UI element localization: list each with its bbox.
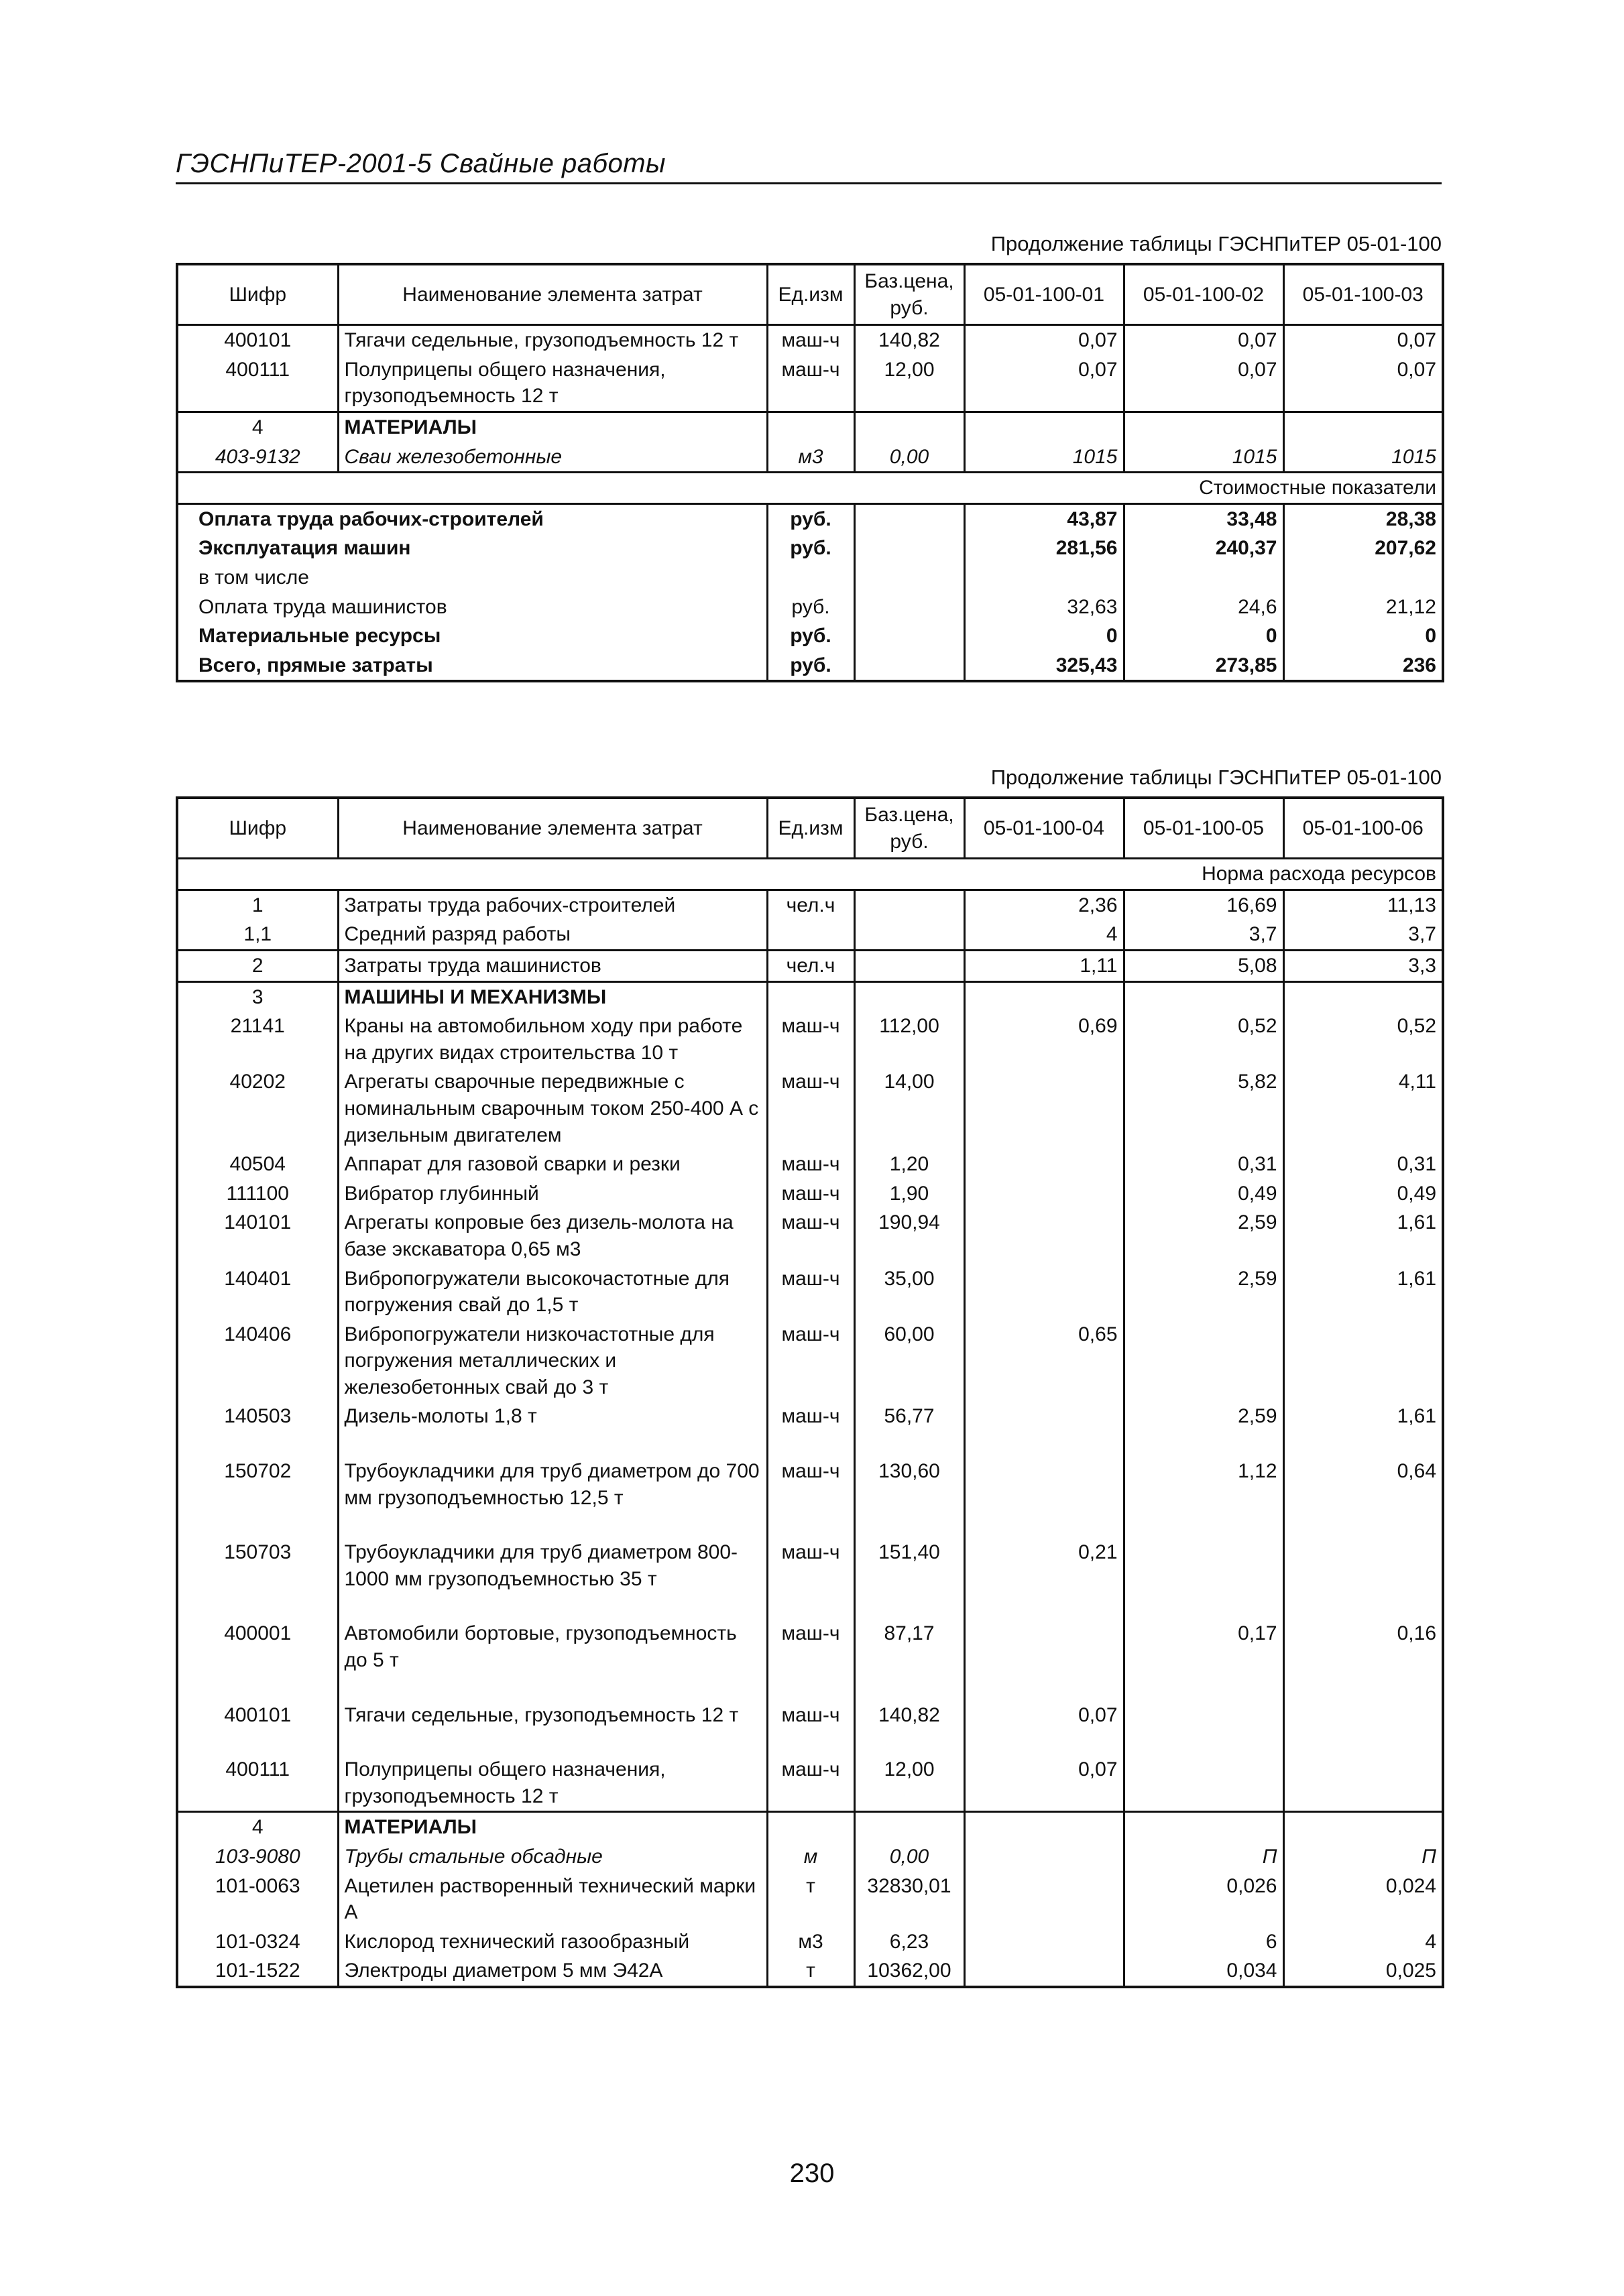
value-cell: 0,31 (1124, 1150, 1283, 1179)
value-cell: 24,6 (1124, 593, 1283, 622)
price-cell: 0,00 (854, 1842, 964, 1872)
table2 (176, 796, 1444, 1988)
summary-label: Оплата труда рабочих-строителей (177, 503, 767, 534)
table2-row (177, 950, 1443, 981)
table2-caption: Продолжение таблицы ГЭСНПиТЕР 05-01-100 (990, 766, 1442, 789)
value-cell (964, 1457, 1124, 1538)
price-cell: 87,17 (854, 1619, 964, 1700)
value-cell: 2,59 (1124, 1208, 1283, 1264)
value-cell (964, 1842, 1124, 1872)
table2-row (177, 1264, 1443, 1320)
table2-header-cell: 05-01-100-04 (964, 798, 1124, 859)
value-cell: 0,07 (964, 355, 1124, 412)
table1-header-cell: Ед.изм (767, 264, 854, 325)
value-cell: 3,7 (1124, 920, 1283, 950)
price-cell: 35,00 (854, 1264, 964, 1320)
value-cell: 0,16 (1283, 1619, 1443, 1700)
value-cell (964, 1067, 1124, 1150)
name-cell: Затраты труда машинистов (338, 950, 767, 981)
code-cell: 103-9080 (177, 1842, 338, 1872)
unit-cell: чел.ч (767, 950, 854, 981)
value-cell: 236 (1283, 651, 1443, 682)
value-cell: 273,85 (1124, 651, 1283, 682)
unit-cell (767, 920, 854, 950)
value-cell: 32,63 (964, 593, 1124, 622)
table2-row (177, 1755, 1443, 1812)
name-cell: Вибропогружатели высокочастотные для погружения свай до 1,5 т (338, 1264, 767, 1320)
table2-row (177, 1538, 1443, 1619)
value-cell: 207,62 (1283, 534, 1443, 563)
table1-caption: Продолжение таблицы ГЭСНПиТЕР 05-01-100 (990, 232, 1442, 255)
table1-summary-row (177, 593, 1443, 622)
name-cell: МАТЕРИАЛЫ (338, 412, 767, 442)
unit-cell: маш-ч (767, 355, 854, 412)
code-cell: 140401 (177, 1264, 338, 1320)
value-cell: П (1124, 1842, 1283, 1872)
value-cell: 3,7 (1283, 920, 1443, 950)
unit-cell: маш-ч (767, 1179, 854, 1209)
value-cell: 0,034 (1124, 1956, 1283, 1987)
value-cell (1124, 1538, 1283, 1619)
value-cell: 1,61 (1283, 1208, 1443, 1264)
value-cell: 0,07 (1283, 325, 1443, 355)
summary-label: Материальные ресурсы (177, 621, 767, 651)
value-cell: 325,43 (964, 651, 1124, 682)
price-cell: 130,60 (854, 1457, 964, 1538)
value-cell (1124, 1812, 1283, 1842)
value-cell: 43,87 (964, 503, 1124, 534)
value-cell (964, 1812, 1124, 1842)
value-cell: 5,08 (1124, 950, 1283, 981)
name-cell: Электроды диаметром 5 мм Э42А (338, 1956, 767, 1987)
value-cell: 11,13 (1283, 890, 1443, 920)
table2-header-cell: 05-01-100-05 (1124, 798, 1283, 859)
value-cell (964, 412, 1124, 442)
value-cell (1124, 981, 1283, 1012)
value-cell: 5,82 (1124, 1067, 1283, 1150)
name-cell: Затраты труда рабочих-строителей (338, 890, 767, 920)
price-cell (854, 981, 964, 1012)
table2-row (177, 890, 1443, 920)
table2-row (177, 1872, 1443, 1927)
unit-cell (767, 563, 854, 593)
table2-row (177, 1812, 1443, 1842)
code-cell: 400101 (177, 1701, 338, 1756)
value-cell: 0,49 (1124, 1179, 1283, 1209)
table1-summary-row (177, 534, 1443, 563)
name-cell: Краны на автомобильном ходу при работе на других видах строительства 10 т (338, 1012, 767, 1067)
value-cell: 1015 (1124, 442, 1283, 473)
value-cell: П (1283, 1842, 1443, 1872)
table2-row (177, 920, 1443, 950)
value-cell: 28,38 (1283, 503, 1443, 534)
unit-cell: маш-ч (767, 1755, 854, 1812)
code-cell: 400101 (177, 325, 338, 355)
table1-header-cell: Шифр (177, 264, 338, 325)
table2-row (177, 981, 1443, 1012)
code-cell: 400111 (177, 355, 338, 412)
table1-row (177, 325, 1443, 355)
unit-cell: маш-ч (767, 1067, 854, 1150)
value-cell: 0 (1124, 621, 1283, 651)
value-cell (1283, 1812, 1443, 1842)
table1-summary-row (177, 503, 1443, 534)
unit-cell: маш-ч (767, 1619, 854, 1700)
value-cell (964, 1208, 1124, 1264)
value-cell (1283, 1701, 1443, 1756)
value-cell (1283, 412, 1443, 442)
table2-row (177, 1320, 1443, 1402)
table1 (176, 263, 1444, 682)
name-cell: Аппарат для газовой сварки и резки (338, 1150, 767, 1179)
price-cell: 140,82 (854, 325, 964, 355)
unit-cell: руб. (767, 534, 854, 563)
unit-cell: маш-ч (767, 1538, 854, 1619)
unit-cell: маш-ч (767, 1264, 854, 1320)
unit-cell: руб. (767, 621, 854, 651)
price-cell: 6,23 (854, 1927, 964, 1957)
name-cell: МАТЕРИАЛЫ (338, 1812, 767, 1842)
value-cell: 0,31 (1283, 1150, 1443, 1179)
unit-cell: маш-ч (767, 1208, 854, 1264)
table2-row (177, 1067, 1443, 1150)
table2-row (177, 1179, 1443, 1209)
name-cell: Тягачи седельные, грузоподъемность 12 т (338, 325, 767, 355)
unit-cell: руб. (767, 593, 854, 622)
value-cell: 4 (1283, 1927, 1443, 1957)
value-cell (964, 981, 1124, 1012)
value-cell: 33,48 (1124, 503, 1283, 534)
value-cell: 6 (1124, 1927, 1283, 1957)
price-cell: 0,00 (854, 442, 964, 473)
value-cell (1283, 563, 1443, 593)
code-cell: 1 (177, 890, 338, 920)
table2-row (177, 1457, 1443, 1538)
value-cell: 0,49 (1283, 1179, 1443, 1209)
table2-row (177, 1150, 1443, 1179)
name-cell: Агрегаты сварочные передвижные с номинальным сварочным током 250-400 А с дизельным двигателем (338, 1067, 767, 1150)
value-cell (964, 563, 1124, 593)
name-cell: Вибратор глубинный (338, 1179, 767, 1209)
table2-header-cell: 05-01-100-06 (1283, 798, 1443, 859)
value-cell (964, 1150, 1124, 1179)
value-cell: 1,11 (964, 950, 1124, 981)
table2-row (177, 1619, 1443, 1700)
code-cell: 140503 (177, 1402, 338, 1457)
value-cell: 0,21 (964, 1538, 1124, 1619)
table1-header-cell: 05-01-100-02 (1124, 264, 1283, 325)
code-cell: 40504 (177, 1150, 338, 1179)
value-cell: 0,026 (1124, 1872, 1283, 1927)
value-cell: 0,07 (1124, 325, 1283, 355)
table2-row (177, 1012, 1443, 1067)
price-cell: 1,20 (854, 1150, 964, 1179)
price-cell (854, 920, 964, 950)
unit-cell (767, 412, 854, 442)
code-cell: 21141 (177, 1012, 338, 1067)
table2-band-row (177, 859, 1443, 890)
unit-cell: т (767, 1872, 854, 1927)
summary-label: Эксплуатация машин (177, 534, 767, 563)
resource-norm-label: Норма расхода ресурсов (177, 859, 1443, 890)
name-cell: Ацетилен растворенный технический марки А (338, 1872, 767, 1927)
table2-row (177, 1402, 1443, 1457)
unit-cell: маш-ч (767, 1402, 854, 1457)
value-cell: 1015 (1283, 442, 1443, 473)
value-cell (1124, 1701, 1283, 1756)
header-rule (176, 182, 1442, 184)
price-cell: 112,00 (854, 1012, 964, 1067)
value-cell (1283, 1320, 1443, 1402)
unit-cell: руб. (767, 651, 854, 682)
table1-band-row (177, 473, 1443, 504)
value-cell: 4,11 (1283, 1067, 1443, 1150)
unit-cell: м3 (767, 1927, 854, 1957)
value-cell (964, 1619, 1124, 1700)
name-cell: Трубы стальные обсадные (338, 1842, 767, 1872)
value-cell (1124, 1755, 1283, 1812)
table2-header-row (177, 798, 1443, 859)
table2-row (177, 1842, 1443, 1872)
value-cell: 0,65 (964, 1320, 1124, 1402)
table1-row (177, 442, 1443, 473)
value-cell: 1,61 (1283, 1264, 1443, 1320)
value-cell: 0,07 (964, 1755, 1124, 1812)
unit-cell: м3 (767, 442, 854, 473)
name-cell: Полуприцепы общего назначения, грузоподъемность 12 т (338, 355, 767, 412)
unit-cell: руб. (767, 503, 854, 534)
value-cell: 240,37 (1124, 534, 1283, 563)
price-cell (854, 412, 964, 442)
name-cell: Полуприцепы общего назначения, грузоподъемность 12 т (338, 1755, 767, 1812)
price-cell (854, 950, 964, 981)
value-cell: 0,07 (1283, 355, 1443, 412)
code-cell: 101-0063 (177, 1872, 338, 1927)
value-cell: 0,024 (1283, 1872, 1443, 1927)
cost-indicators-label: Стоимостные показатели (177, 473, 1443, 504)
code-cell: 4 (177, 412, 338, 442)
code-cell: 140406 (177, 1320, 338, 1402)
table1-summary-row (177, 621, 1443, 651)
value-cell: 3,3 (1283, 950, 1443, 981)
name-cell: Агрегаты копровые без дизель-молота на базе экскаватора 0,65 м3 (338, 1208, 767, 1264)
unit-cell: маш-ч (767, 325, 854, 355)
name-cell: Кислород технический газообразный (338, 1927, 767, 1957)
name-cell: МАШИНЫ И МЕХАНИЗМЫ (338, 981, 767, 1012)
value-cell (964, 1927, 1124, 1957)
price-cell (854, 1812, 964, 1842)
page-number: 230 (789, 2159, 835, 2188)
name-cell: Тягачи седельные, грузоподъемность 12 т (338, 1701, 767, 1756)
code-cell: 150702 (177, 1457, 338, 1538)
value-cell: 0 (964, 621, 1124, 651)
table1-summary-row (177, 651, 1443, 682)
price-cell: 10362,00 (854, 1956, 964, 1987)
table1-row (177, 412, 1443, 442)
name-cell: Вибропогружатели низкочастотные для погружения металлических и железобетонных свай до 3 т (338, 1320, 767, 1402)
value-cell (964, 1179, 1124, 1209)
price-cell: 56,77 (854, 1402, 964, 1457)
value-cell: 0 (1283, 621, 1443, 651)
summary-label: Всего, прямые затраты (177, 651, 767, 682)
name-cell: Сваи железобетонные (338, 442, 767, 473)
name-cell: Трубоукладчики для труб диаметром 800-1000 мм грузоподъемностью 35 т (338, 1538, 767, 1619)
value-cell: 0,52 (1283, 1012, 1443, 1067)
code-cell: 400001 (177, 1619, 338, 1700)
table2-row (177, 1701, 1443, 1756)
price-cell: 60,00 (854, 1320, 964, 1402)
unit-cell: маш-ч (767, 1150, 854, 1179)
code-cell: 400111 (177, 1755, 338, 1812)
value-cell: 1,12 (1124, 1457, 1283, 1538)
name-cell: Трубоукладчики для труб диаметром до 700 мм грузоподъемностью 12,5 т (338, 1457, 767, 1538)
document-header-title: ГЭСНПиТЕР-2001-5 Свайные работы (176, 149, 666, 178)
value-cell: 0,69 (964, 1012, 1124, 1067)
code-cell: 40202 (177, 1067, 338, 1150)
unit-cell (767, 981, 854, 1012)
table2-row (177, 1208, 1443, 1264)
value-cell: 0,52 (1124, 1012, 1283, 1067)
price-cell (854, 890, 964, 920)
value-cell: 0,07 (1124, 355, 1283, 412)
code-cell: 140101 (177, 1208, 338, 1264)
code-cell: 1,1 (177, 920, 338, 950)
price-cell: 32830,01 (854, 1872, 964, 1927)
price-cell: 151,40 (854, 1538, 964, 1619)
table1-header-cell: 05-01-100-03 (1283, 264, 1443, 325)
value-cell (1124, 412, 1283, 442)
code-cell: 101-1522 (177, 1956, 338, 1987)
code-cell: 4 (177, 1812, 338, 1842)
value-cell (1124, 563, 1283, 593)
value-cell: 281,56 (964, 534, 1124, 563)
table2-header-cell: Баз.цена, руб. (854, 798, 964, 859)
table2-header-cell: Шифр (177, 798, 338, 859)
code-cell: 111100 (177, 1179, 338, 1209)
value-cell: 4 (964, 920, 1124, 950)
value-cell (1283, 981, 1443, 1012)
unit-cell: чел.ч (767, 890, 854, 920)
value-cell (1283, 1538, 1443, 1619)
unit-cell: т (767, 1956, 854, 1987)
unit-cell: м (767, 1842, 854, 1872)
name-cell: Дизель-молоты 1,8 т (338, 1402, 767, 1457)
code-cell: 403-9132 (177, 442, 338, 473)
code-cell: 2 (177, 950, 338, 981)
code-cell: 101-0324 (177, 1927, 338, 1957)
price-cell: 140,82 (854, 1701, 964, 1756)
table1-header-cell: Баз.цена, руб. (854, 264, 964, 325)
summary-label: Оплата труда машинистов (177, 593, 767, 622)
value-cell: 0,17 (1124, 1619, 1283, 1700)
value-cell: 0,64 (1283, 1457, 1443, 1538)
value-cell: 2,59 (1124, 1402, 1283, 1457)
value-cell (964, 1264, 1124, 1320)
price-cell: 12,00 (854, 355, 964, 412)
value-cell (964, 1872, 1124, 1927)
price-cell: 12,00 (854, 1755, 964, 1812)
table1-header-row (177, 264, 1443, 325)
value-cell (964, 1956, 1124, 1987)
price-cell: 1,90 (854, 1179, 964, 1209)
price-cell: 14,00 (854, 1067, 964, 1150)
value-cell: 16,69 (1124, 890, 1283, 920)
value-cell: 0,07 (964, 1701, 1124, 1756)
summary-label: в том числе (177, 563, 767, 593)
table1-header-cell: Наименование элемента затрат (338, 264, 767, 325)
table2-row (177, 1956, 1443, 1987)
name-cell: Средний разряд работы (338, 920, 767, 950)
table2-row (177, 1927, 1443, 1957)
value-cell (1283, 1755, 1443, 1812)
value-cell (964, 1402, 1124, 1457)
value-cell (1124, 1320, 1283, 1402)
value-cell: 2,36 (964, 890, 1124, 920)
unit-cell: маш-ч (767, 1701, 854, 1756)
table1-header-cell: 05-01-100-01 (964, 264, 1124, 325)
code-cell: 3 (177, 981, 338, 1012)
value-cell: 0,025 (1283, 1956, 1443, 1987)
table2-header-cell: Наименование элемента затрат (338, 798, 767, 859)
name-cell: Автомобили бортовые, грузоподъемность до 5 т (338, 1619, 767, 1700)
value-cell: 2,59 (1124, 1264, 1283, 1320)
unit-cell: маш-ч (767, 1320, 854, 1402)
value-cell: 0,07 (964, 325, 1124, 355)
value-cell: 1,61 (1283, 1402, 1443, 1457)
value-cell: 1015 (964, 442, 1124, 473)
unit-cell (767, 1812, 854, 1842)
table1-row (177, 355, 1443, 412)
table1-summary-row (177, 563, 1443, 593)
table2-header-cell: Ед.изм (767, 798, 854, 859)
value-cell: 21,12 (1283, 593, 1443, 622)
unit-cell: маш-ч (767, 1457, 854, 1538)
code-cell: 150703 (177, 1538, 338, 1619)
unit-cell: маш-ч (767, 1012, 854, 1067)
price-cell: 190,94 (854, 1208, 964, 1264)
